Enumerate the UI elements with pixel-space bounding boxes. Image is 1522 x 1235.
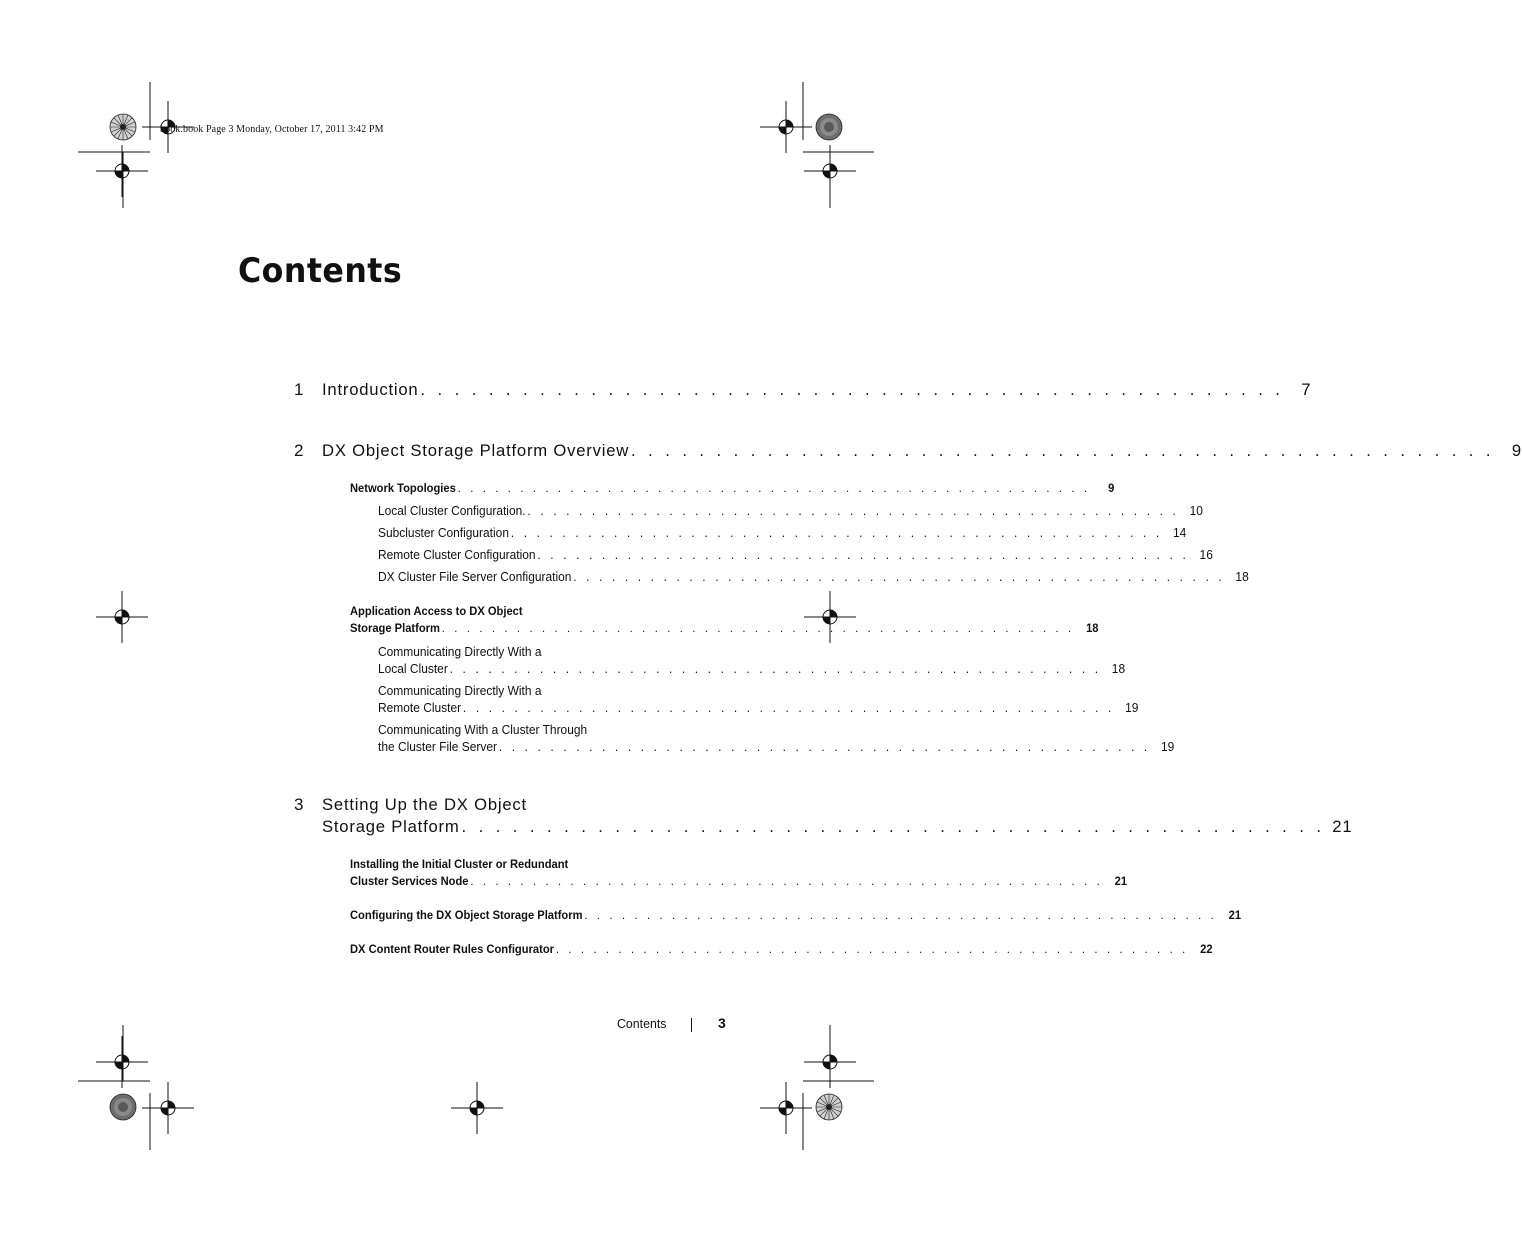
- footer-section-label: Contents: [617, 1016, 667, 1031]
- dot-leader: . . . . . . . . . . . . . . . . . . . . . . . . . . . . . . . . . . . . . . . . . . . . . . . . . . .: [573, 569, 1225, 584]
- chapter-3-title-line-1: Setting Up the DX Object: [322, 795, 527, 814]
- toc-entry-subcluster-configuration[interactable]: [378, 525, 1187, 540]
- dot-leader: . . . . . . . . . . . . . . . . . . . . . . . . . . . . . . . . . . . . . . . . . . . . . . . . . . .: [457, 481, 1091, 495]
- chapter-2-page: 9: [1511, 441, 1522, 460]
- dot-leader: . . . . . . . . . . . . . . . . . . . . . . . . . . . . . . . . . . . . . . . . . . . . . . . . . . .: [449, 661, 1102, 676]
- entry-label: Remote Cluster: [378, 700, 462, 715]
- entry-label-line-1: Communicating With a Cluster Through: [378, 722, 588, 737]
- entry-label: DX Cluster File Server Configuration: [378, 569, 572, 584]
- entry-page: 9: [1108, 481, 1115, 495]
- dot-leader: . . . . . . . . . . . . . . . . . . . . . . . . . . . . . . . . . . . . . . . . . . . . . . . . . . .: [537, 547, 1189, 562]
- entry-label: Network Topologies: [350, 481, 456, 495]
- dot-leader: . . . . . . . . . . . . . . . . . . . . . . . . . . . . . . . . . . . . . . . . . . . . . . . . . . .: [461, 817, 1325, 836]
- toc-entry-local-cluster-configuration[interactable]: [378, 503, 1203, 518]
- entry-label: Subcluster Configuration: [378, 525, 509, 540]
- toc-entry-application-access[interactable]: [350, 621, 1099, 635]
- toc-entry-communicating-remote-cluster[interactable]: [378, 700, 1139, 715]
- chapter-1-page: 7: [1301, 380, 1312, 399]
- dot-leader: . . . . . . . . . . . . . . . . . . . . . . . . . . . . . . . . . . . . . . . . . . . . . . . . . . .: [420, 380, 1284, 399]
- entry-label-line-1: Application Access to DX Object: [350, 604, 523, 618]
- chapter-2-title: DX Object Storage Platform Overview: [322, 441, 630, 460]
- entry-page: 19: [1160, 739, 1175, 754]
- toc-entry-communicating-local-cluster[interactable]: [378, 661, 1126, 676]
- toc-chapter-2[interactable]: [322, 441, 1522, 461]
- entry-page: 21: [1114, 874, 1128, 888]
- dot-leader: . . . . . . . . . . . . . . . . . . . . . . . . . . . . . . . . . . . . . . . . . . . . . . . . . . .: [555, 942, 1189, 956]
- entry-label-line-1: Communicating Directly With a: [378, 644, 542, 659]
- entry-page: 18: [1235, 569, 1249, 584]
- dot-leader: . . . . . . . . . . . . . . . . . . . . . . . . . . . . . . . . . . . . . . . . . . . . . . . . . . .: [510, 525, 1163, 540]
- toc-entry-router-rules-configurator[interactable]: [350, 942, 1213, 956]
- dot-leader: . . . . . . . . . . . . . . . . . . . . . . . . . . . . . . . . . . . . . . . . . . . . . . . . . . .: [441, 621, 1075, 635]
- entry-label: Remote Cluster Configuration: [378, 547, 536, 562]
- dot-leader: . . . . . . . . . . . . . . . . . . . . . . . . . . . . . . . . . . . . . . . . . . . . . . . . . . .: [527, 503, 1179, 518]
- entry-page: 18: [1111, 661, 1126, 676]
- footer-page-number: 3: [718, 1015, 726, 1031]
- toc-entry-dx-cluster-file-server-configuration[interactable]: [378, 569, 1249, 584]
- entry-label-line-1: Communicating Directly With a: [378, 683, 542, 698]
- toc-chapter-3[interactable]: [322, 817, 1353, 837]
- toc-entry-communicating-cluster-file-server[interactable]: [378, 739, 1175, 754]
- chapter-2-number: 2: [294, 441, 304, 460]
- page-title: Contents: [238, 251, 403, 291]
- toc-entry-configuring-platform[interactable]: [350, 908, 1242, 922]
- toc-entry-network-topologies[interactable]: [350, 481, 1115, 495]
- entry-label: DX Content Router Rules Configurator: [350, 942, 554, 956]
- chapter-1-number: 1: [294, 380, 304, 399]
- entry-page: 14: [1172, 525, 1187, 540]
- entry-label: Storage Platform: [350, 621, 440, 635]
- entry-label: Local Cluster Configuration.: [378, 503, 526, 518]
- footer-divider: [691, 1018, 692, 1032]
- chapter-3-title: Storage Platform: [322, 817, 460, 836]
- entry-page: 10: [1189, 503, 1203, 518]
- toc-entry-installing-initial-cluster[interactable]: [350, 874, 1128, 888]
- dot-leader: . . . . . . . . . . . . . . . . . . . . . . . . . . . . . . . . . . . . . . . . . . . . . . . . . . .: [470, 874, 1103, 888]
- entry-page: 18: [1086, 621, 1099, 635]
- entry-label: the Cluster File Server: [378, 739, 497, 754]
- dot-leader: . . . . . . . . . . . . . . . . . . . . . . . . . . . . . . . . . . . . . . . . . . . . . . . . . . .: [584, 908, 1217, 922]
- dot-leader: . . . . . . . . . . . . . . . . . . . . . . . . . . . . . . . . . . . . . . . . . . . . . . . . . . .: [498, 739, 1151, 754]
- toc-entry-remote-cluster-configuration[interactable]: [378, 547, 1213, 562]
- entry-page: 21: [1228, 908, 1242, 922]
- entry-label: Configuring the DX Object Storage Platform: [350, 908, 583, 922]
- entry-label-line-1: Installing the Initial Cluster or Redundant: [350, 857, 569, 871]
- chapter-3-page: 21: [1332, 817, 1353, 836]
- entry-page: 22: [1200, 942, 1213, 956]
- entry-label: Local Cluster: [378, 661, 448, 676]
- dot-leader: . . . . . . . . . . . . . . . . . . . . . . . . . . . . . . . . . . . . . . . . . . . . . . . . . . .: [462, 700, 1115, 715]
- print-slug: book.book Page 3 Monday, October 17, 2011 3:42 PM: [160, 124, 384, 135]
- dot-leader: . . . . . . . . . . . . . . . . . . . . . . . . . . . . . . . . . . . . . . . . . . . . . . . . . . .: [631, 441, 1495, 460]
- entry-label: Cluster Services Node: [350, 874, 469, 888]
- chapter-3-number: 3: [294, 795, 304, 814]
- entry-page: 19: [1125, 700, 1139, 715]
- toc-chapter-1[interactable]: [322, 380, 1312, 400]
- entry-page: 16: [1199, 547, 1213, 562]
- chapter-1-title: Introduction: [322, 380, 419, 399]
